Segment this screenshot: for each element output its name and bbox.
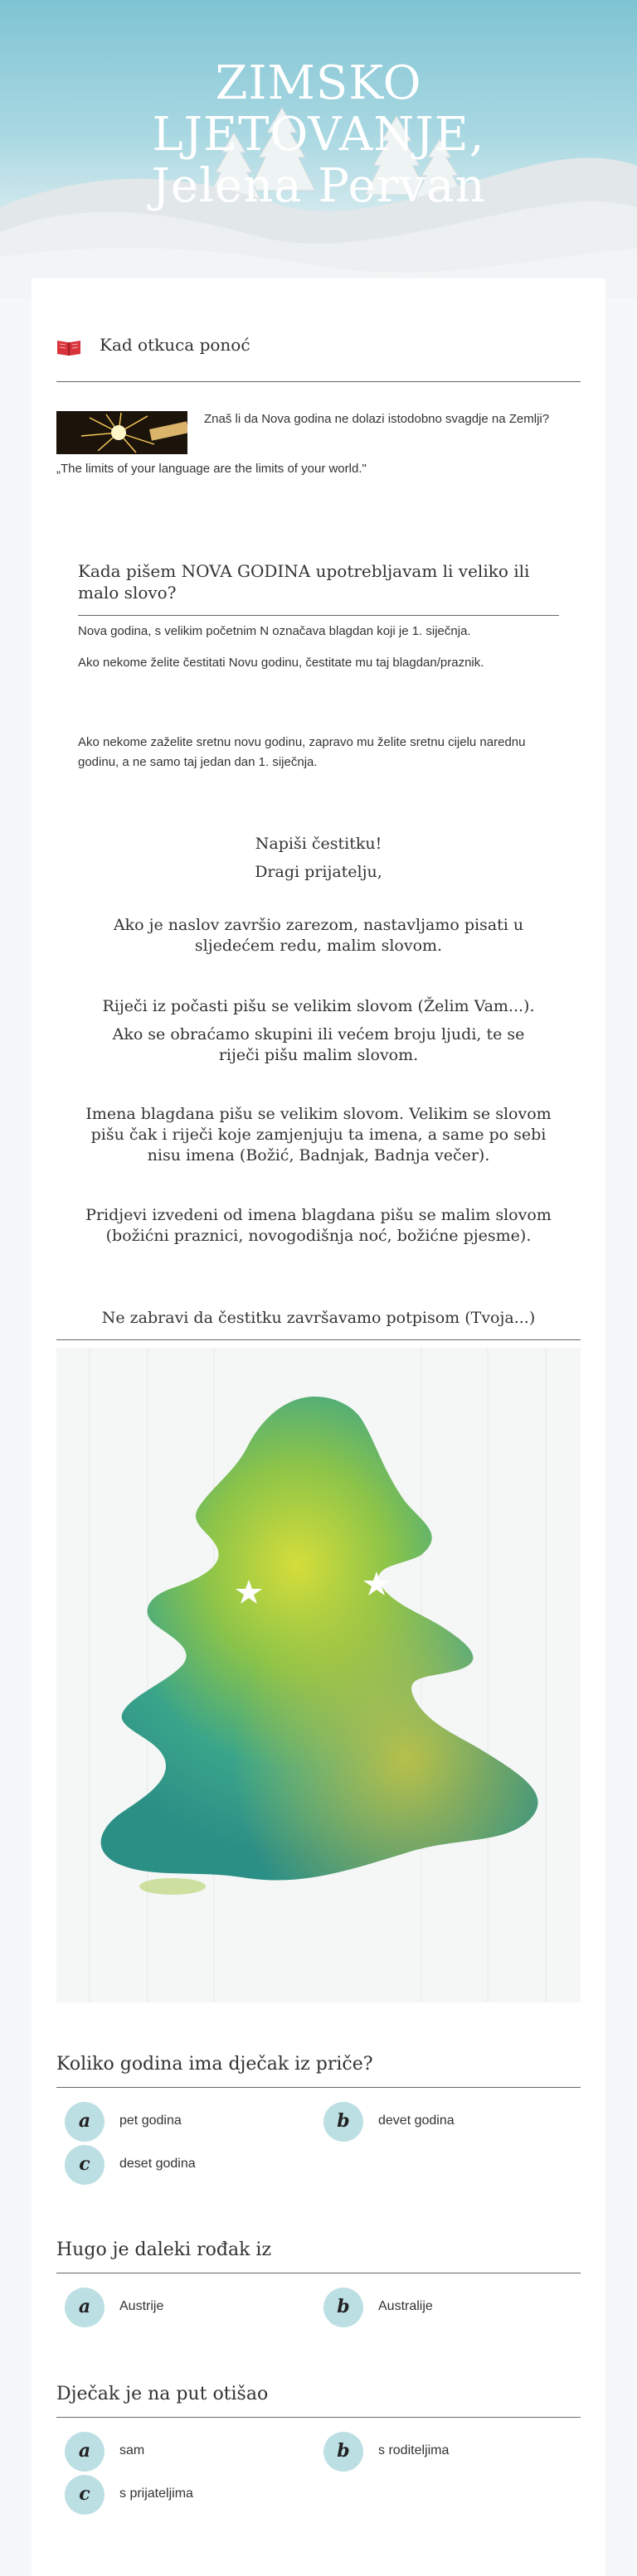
- title-line-2: LJETOVANJE,: [152, 108, 485, 162]
- quiz-3-option-c[interactable]: s prijateljima: [119, 2486, 193, 2501]
- divider: [56, 1339, 581, 1340]
- divider: [56, 2087, 581, 2088]
- letter-rule-holidays: Imena blagdana pišu se velikim slovom. Velikim se slovom pišu čak i riječi koje zamjenjuju ta imena, a same po sebi nisu imena (Božić, Badnjak, Badnja večer).: [85, 1105, 552, 1165]
- letter-rule-adjectives: Pridjevi izvedeni od imena blagdana pišu se malim slovom (božićni praznici, novogodišnja noć, božićne pjesme).: [85, 1206, 552, 1245]
- letter-rule-comma: Ako je naslov završio zarezom, nastavljamo pisati u sljedećem redu, malim slovom.: [113, 916, 524, 955]
- divider: [78, 615, 559, 616]
- grammar-paragraph-1: Nova godina, s velikim početnim N označava blagdan koji je 1. siječnja.: [78, 624, 471, 638]
- quiz-1-option-a-badge[interactable]: a: [65, 2102, 105, 2142]
- quiz-3-option-b[interactable]: s roditeljima: [378, 2443, 450, 2457]
- section-heading-midnight: Kad otkuca ponoć: [100, 335, 250, 355]
- quiz-3-option-a-badge[interactable]: a: [65, 2432, 105, 2472]
- grammar-paragraph-3: Ako nekome zaželite sretnu novu godinu, zapravo mu želite sretnu cijelu narednu godinu, a ne samo taj jedan dan 1. siječnja.: [78, 735, 526, 769]
- quiz-question-1: Koliko godina ima dječak iz priče?: [56, 2054, 373, 2075]
- header-banner: [0, 0, 637, 298]
- quiz-3-option-a[interactable]: sam: [119, 2443, 145, 2457]
- book-icon: [56, 338, 81, 361]
- christmas-tree-image: [56, 1348, 581, 2002]
- intro-question: Znaš li da Nova godina ne dolazi istodobno svagdje na Zemlji?: [204, 412, 550, 426]
- quiz-2-option-b-badge[interactable]: b: [323, 2288, 363, 2327]
- quiz-1-option-b-badge[interactable]: b: [323, 2102, 363, 2142]
- content-card: [32, 278, 605, 2576]
- letter-rule-signature: Ne zabravi da čestitku završavamo potpisom (Tvoja...): [101, 1309, 536, 1327]
- intro-quote: „The limits of your language are the limits of your world.": [56, 462, 367, 476]
- title-line-1: ZIMSKO: [215, 56, 422, 110]
- grammar-paragraph-2: Ako nekome želite čestitati Novu godinu, čestitate mu taj blagdan/praznik.: [78, 656, 484, 670]
- quiz-3-option-b-badge[interactable]: b: [323, 2432, 363, 2472]
- quiz-2-option-a[interactable]: Austrije: [119, 2299, 164, 2313]
- title-line-3: Jelena Pervan: [151, 159, 486, 213]
- quiz-2-option-b[interactable]: Australije: [378, 2299, 433, 2313]
- quiz-1-option-b[interactable]: devet godina: [378, 2114, 455, 2128]
- letter-rule-group: Ako se obraćamo skupini ili većem broju ljudi, te se riječi pišu malim slovom.: [112, 1025, 525, 1064]
- quiz-2-option-a-badge[interactable]: a: [65, 2288, 105, 2327]
- quiz-1-option-c-badge[interactable]: c: [65, 2145, 105, 2185]
- letter-greeting: Dragi prijatelju,: [255, 863, 382, 881]
- sparkler-image: [56, 411, 187, 454]
- letter-rule-honorific: Riječi iz počasti pišu se velikim slovom (Želim Vam...).: [102, 997, 535, 1015]
- quiz-question-3: Dječak je na put otišao: [56, 2384, 269, 2404]
- letter-heading: Napiši čestitku!: [255, 835, 382, 853]
- quiz-3-option-c-badge[interactable]: c: [65, 2475, 105, 2515]
- divider: [56, 2417, 581, 2418]
- quiz-question-2: Hugo je daleki rođak iz: [56, 2239, 272, 2260]
- divider: [56, 381, 581, 382]
- quiz-1-option-c[interactable]: deset godina: [119, 2157, 196, 2171]
- page-title: [0, 58, 637, 212]
- grammar-heading: Kada pišem NOVA GODINA upotrebljavam li veliko ili malo slovo?: [78, 561, 530, 603]
- quiz-1-option-a[interactable]: pet godina: [119, 2114, 182, 2128]
